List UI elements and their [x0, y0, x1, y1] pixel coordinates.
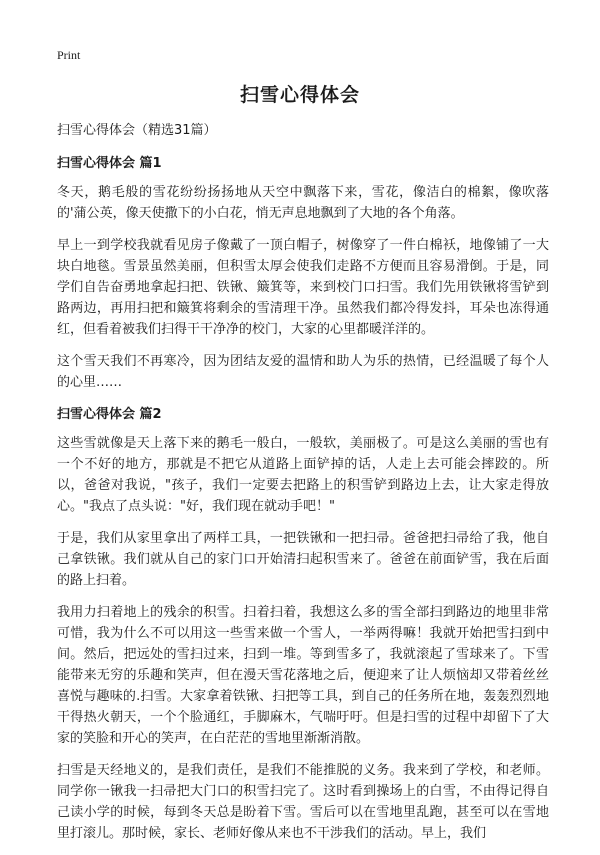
paragraph: 我用力扫着地上的残余的积雪。扫着扫着，我想这么多的雪全部扫到路边的地里非常可惜，我为什么不可以用这一些雪来做一个雪人，一举两得嘛！我就开始把雪扫到中间。然后，把远处的雪扫过来，扫到一堆。等到雪多了，我就滚起了雪球来了。下雪能带来无穷的乐趣和笑声，但在漫天雪花落地之后，便迎来了让人烦恼却又带着丝丝喜悦与趣味的.扫雪。大家拿着铁锹、扫把等工具，到自己的任务所在地，轰轰烈烈地干得热火朝天，一个个脸通红，手脚麻木，气喘吁吁。但是扫雪的过程中却留下了大家的笑脸和开心的笑声，在白茫茫的雪地里渐渐消散。 — [57, 605, 549, 746]
section-heading: 扫雪心得体会 篇1 — [57, 156, 162, 171]
print-link[interactable]: Print — [57, 48, 81, 62]
page-title: 扫雪心得体会 — [239, 84, 360, 106]
paragraph: 这些雪就像是天上落下来的鹅毛一般白，一般软，美丽极了。可是这么美丽的雪也有一个不好的地方，那就是不把它从道路上面铲掉的话，人走上去可能会摔跤的。所以，爸爸对我说，"孩子，我们一定要去把路上的积雪铲到路边上去，让大家走得放心。"我点了点头说："好，我们现在就动手吧！" — [57, 436, 549, 514]
paragraph: 冬天，鹅毛般的雪花纷纷扬扬地从天空中飘落下来，雪花，像洁白的棉絮，像吹落的'蒲公英，像天使撒下的小白花，悄无声息地飘到了大地的各个角落。 — [57, 185, 549, 221]
section-1 — [57, 153, 549, 393]
paragraph: 这个雪天我们不再寒冷，因为团结友爱的温情和助人为乐的热情，已经温暖了每个人的心里…… — [57, 354, 549, 390]
article-subtitle: 扫雪心得体会（精选31篇） — [57, 123, 217, 138]
section-heading: 扫雪心得体会 篇2 — [57, 407, 162, 422]
article-body — [57, 120, 549, 855]
paragraph: 早上一到学校我就看见房子像戴了一顶白帽子，树像穿了一件白棉袄，地像铺了一大块白地毯。雪景虽然美丽，但积雪太厚会使我们走路不方便而且容易滑倒。于是，同学们自告奋勇地拿起扫把、铁锹、簸箕等，来到校门口扫雪。我们先用铁锹将雪铲到路两边，再用扫把和簸箕将剩余的雪清理干净。虽然我们都冷得发抖，耳朵也冻得通红，但看着被我们扫得干干净净的校门，大家的心里都暖洋洋的。 — [57, 238, 549, 337]
paragraph: 于是，我们从家里拿出了两样工具，一把铁锹和一把扫帚。爸爸把扫帚给了我，他自己拿铁锹。我们就从自己的家门口开始清扫起积雪来了。爸爸在前面铲雪，我在后面的路上扫着。 — [57, 531, 549, 588]
paragraph: 扫雪是天经地义的，是我们责任，是我们不能推脱的义务。我来到了学校，和老师。同学你一锹我一扫帚把大门口的积雪扫完了。这时看到操场上的白雪，不由得记得自己读小学的时候，每到冬天总是盼着下雪。雪后可以在雪地里乱跑，甚至可以在雪地里打滚儿。那时候，家长、老师好像从来也不干涉我们的活动。早上，我们 — [57, 763, 549, 841]
section-2 — [57, 404, 549, 844]
